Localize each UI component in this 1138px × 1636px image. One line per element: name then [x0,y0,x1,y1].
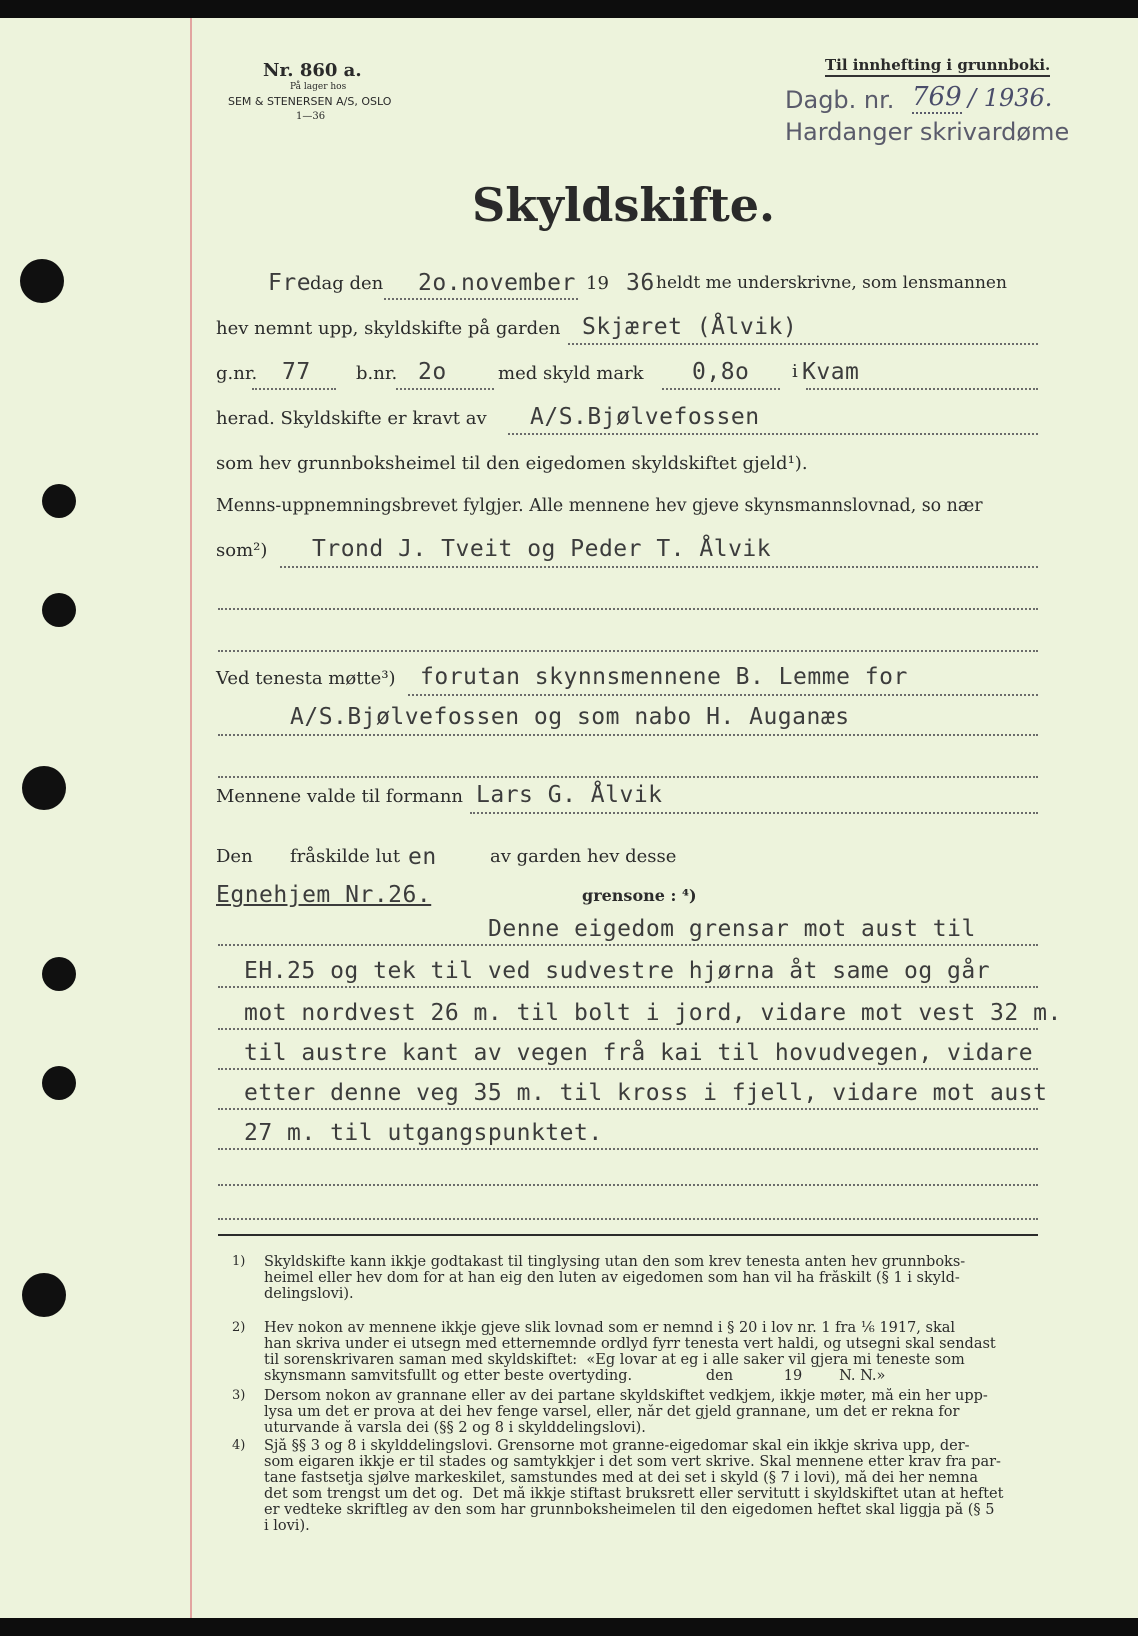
punch-hole [22,766,66,810]
footnote-line: Sjå §§ 3 og 8 i skylddelingslovi. Grensorne mot granne-eigedomar skal ein ikkje skriva upp, der- [264,1438,970,1454]
footnote-line: delingslovi). [264,1286,354,1302]
label-fraskilde: fråskilde lut [290,846,401,867]
footnote-line: det som trengst um det og. Det må ikkje stiftast bruksrett eller servitutt i skyldskiftet utan at heftet [264,1486,1004,1502]
footnote-divider [218,1234,1038,1236]
office-stamp: Hardanger skrivardøme [785,118,1070,146]
bnr-typed: 2o [418,359,447,385]
footnote-line: Dersom nokon av grannane eller av dei partane skyldskiftet vedkjem, ikkje møter, må ein her upp- [264,1388,988,1404]
footnote-number: 4) [232,1438,246,1453]
men-typed: Trond J. Tveit og Peder T. Ålvik [312,536,772,562]
footnote-line: tane fastsetja sjølve markeskilet, samstundes med at dei set i skyld (§ 7 i lovi), må dei her nemna [264,1470,979,1486]
footnote-line: heimel eller hev dom for at han eig den luten av eigedomen som han vil ha fråskilt (§ 1 i skyld- [264,1270,960,1286]
label-heldt: heldt me underskrivne, som lensmannen [656,273,1007,293]
met-typed-2: A/S.Bjølvefossen og som nabo H. Auganæs [290,704,850,730]
label-grensone: grensone : ⁴) [582,886,697,905]
label-som: som²) [216,540,268,561]
farm-typed: Skjæret (Ålvik) [582,314,798,340]
document-page [0,18,1138,1618]
lot-typed: en [408,844,437,870]
diary-number: 769 [912,82,962,112]
red-margin-line [190,18,192,1618]
printer-line-1: På lager hos [290,82,347,92]
footnote-line: lysa um det er prova at dei hev fenge varsel, eller, når det gjeld grannane, um det er rekna for [264,1404,960,1420]
footnote-2 [264,1320,1038,1384]
chair-typed: Lars G. Ålvik [476,782,663,808]
date-typed: 2o.november [418,270,576,296]
met-typed-1: forutan skynnsmennene B. Lemme for [420,664,908,690]
label-grunnbok: som hev grunnboksheimel til den eigedomen skyldskiftet gjeld¹). [216,453,808,474]
label-ved-tenesta: Ved tenesta møtte³) [216,668,396,689]
skyld-typed: 0,8o [692,359,750,385]
gnr-typed: 77 [282,359,311,385]
printer-line-3: 1—36 [296,111,326,122]
footnote-line: uturvande å varsla dei (§§ 2 og 8 i skylddelingslovi). [264,1420,646,1436]
footnote-line: Skyldskifte kann ikkje godtakast til tinglysing utan den som krev tenesta anten hev grunnboks- [264,1254,966,1270]
boundary-line: til austre kant av vegen frå kai til hovudvegen, vidare [244,1040,1034,1066]
year-typed: 36 [626,270,655,296]
footnote-line: Hev nokon av mennene ikkje gjeve slik lovnad som er nemnd i § 20 i lov nr. 1 fra ⅙ 1917, skal [264,1320,956,1336]
boundary-line: Denne eigedom grensar mot aust til [488,916,976,942]
printer-line-2: SEM & STENERSEN A/S, OSLO [228,95,392,108]
label-bnr: b.nr. [356,363,398,384]
footnote-line: i lovi). [264,1518,310,1534]
punch-hole [42,484,76,518]
label-menns: Menns-uppnemningsbrevet fylgjer. Alle mennene hev gjeve skynsmannslovnad, so nær [216,496,983,516]
footnote-3 [264,1388,1038,1436]
footnote-number: 1) [232,1254,246,1269]
form-number: Nr. 860 a. [263,60,362,81]
punch-hole [42,593,76,627]
label-i: i [792,361,798,382]
footnote-line: han skriva under ei utsegn med etternemnde ordlyd fyrr tenesta vert haldi, og utsegni skal sendast [264,1336,996,1352]
punch-hole [20,259,64,303]
footnote-line: skynsmann samvitsfullt og etter beste overtyding. den 19 N. N.» [264,1368,886,1384]
footnote-line: til sorenskrivaren saman med skyldskiftet: «Eg lovar at eg i alle saker vil gjera mi teneste som [264,1352,965,1368]
punch-hole [42,957,76,991]
page-title: Skyldskifte. [472,178,776,232]
label-19: 19 [586,273,609,294]
footnote-number: 2) [232,1320,246,1335]
footnote-line: som eigaren ikkje er til stades og samtykkjer i det som vert skrive. Skal mennene etter krav fra par- [264,1454,1001,1470]
label-dag-den: dag den [310,273,384,294]
boundary-line: mot nordvest 26 m. til bolt i jord, vidare mot vest 32 m. [244,1000,1062,1026]
label-herad: herad. Skyldskifte er kravt av [216,408,487,429]
diary-stamp-label: Dagb. nr. [785,86,895,114]
label-gnr: g.nr. [216,363,258,384]
boundary-line: EH.25 og tek til ved sudvestre hjørna åt same og går [244,958,991,984]
boundary-line: 27 m. til utgangspunktet. [244,1120,603,1146]
label-den: Den [216,846,253,867]
punch-hole [22,1273,66,1317]
requester-typed: A/S.Bjølvefossen [530,404,760,430]
footnote-1 [264,1254,1038,1302]
diary-year: / 1936. [968,84,1053,112]
punch-hole [42,1066,76,1100]
footnote-line: er vedteke skriftleg av den som har grunnboksheimelen til den eigedomen heftet skal liggja på (§ 5 [264,1502,995,1518]
label-skyld: med skyld mark [498,363,644,384]
footnote-4 [264,1438,1038,1534]
lot-name-typed: Egnehjem Nr.26. [216,882,432,908]
day-typed: Fre [268,270,312,296]
filing-note: Til innhefting i grunnboki. [825,56,1050,77]
boundary-line: etter denne veg 35 m. til kross i fjell, vidare mot aust [244,1080,1048,1106]
municipality-typed: Kvam [802,359,860,385]
label-av-garden: av garden hev desse [490,846,677,867]
label-formann: Mennene valde til formann [216,786,463,807]
label-hev-nemnt: hev nemnt upp, skyldskifte på garden [216,318,561,339]
footnote-number: 3) [232,1388,246,1403]
